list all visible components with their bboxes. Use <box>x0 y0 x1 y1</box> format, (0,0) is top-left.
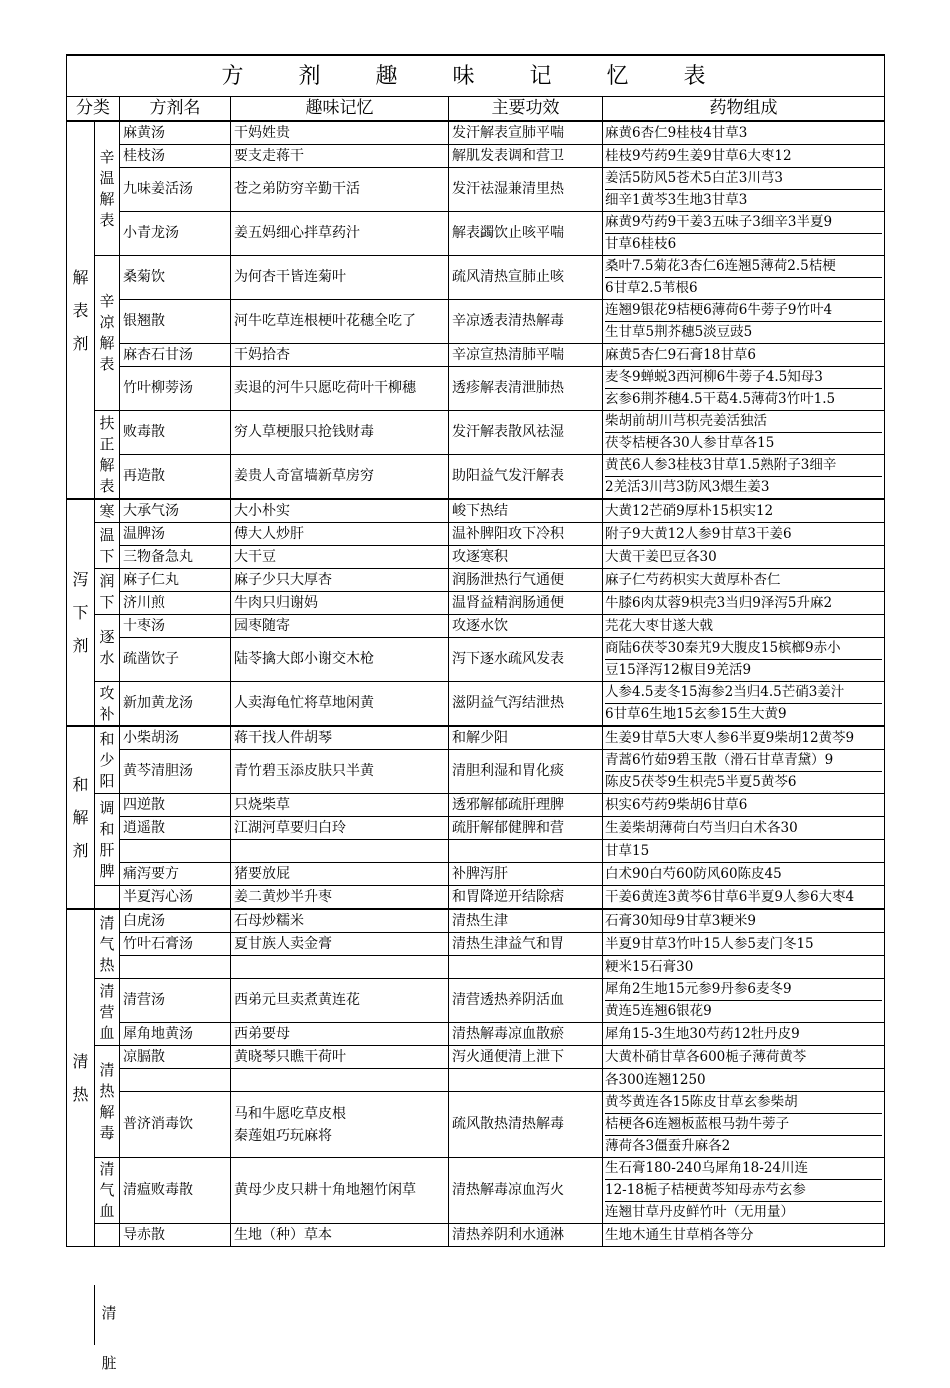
mnemonic: 麻子少只大厚杏 <box>231 569 449 592</box>
formula-name: 四逆散 <box>120 794 231 817</box>
mnemonic: 石母炒糯米 <box>231 909 449 933</box>
composition <box>603 1069 885 1092</box>
table-row <box>67 546 885 569</box>
composition-line: 芫花大枣甘遂大戟 <box>605 617 713 634</box>
formula-name: 凉膈散 <box>120 1046 231 1069</box>
formula-name: 小青龙汤 <box>120 212 231 256</box>
table-row <box>67 569 885 592</box>
composition-line: 桂枝9芍药9生姜9甘草6大枣12 <box>605 147 792 164</box>
table-row <box>67 145 885 168</box>
composition-line: 犀角15-3生地30芍药12牡丹皮9 <box>605 1025 800 1042</box>
composition <box>603 546 885 569</box>
category-label: 解 表 剂 <box>67 121 95 499</box>
formula-name <box>120 840 231 863</box>
formula-name: 麻黄汤 <box>120 121 231 145</box>
composition <box>603 569 885 592</box>
composition-line: 枳实6芍药9柴胡6甘草6 <box>605 796 748 813</box>
composition-line: 2羌活3川芎3防风3煨生姜3 <box>605 476 882 498</box>
mnemonic: 江湖河草要归白玲 <box>231 817 449 840</box>
header-mnemonic: 趣味记忆 <box>231 97 449 122</box>
composition <box>603 979 885 1023</box>
table-row <box>67 1158 885 1224</box>
composition-line: 犀角2生地15元参9丹参6麦冬9 <box>605 981 792 997</box>
composition <box>603 1158 885 1224</box>
main-effect: 清热解毒凉血散瘀 <box>449 1023 603 1046</box>
composition <box>603 750 885 794</box>
main-effect: 清热解毒凉血泻火 <box>449 1158 603 1224</box>
mnemonic: 生地（种）草本 <box>231 1224 449 1247</box>
formula-name: 十枣汤 <box>120 615 231 638</box>
table-row <box>67 367 885 411</box>
composition-line: 细辛1黄芩3生地3甘草3 <box>605 189 882 211</box>
composition <box>603 212 885 256</box>
composition-line: 黄芩黄连各15陈皮甘草玄参柴胡 <box>605 1094 798 1110</box>
subcategory-label: 和 少 阳 <box>95 726 120 794</box>
table-row <box>67 909 885 933</box>
composition-line: 6甘草6生地15玄参15生大黄9 <box>605 703 882 725</box>
composition-line: 麻子仁芍药枳实大黄厚朴杏仁 <box>605 571 781 588</box>
subcategory-label: 寒 <box>95 499 120 523</box>
composition <box>603 933 885 956</box>
mnemonic: 要支走蒋干 <box>231 145 449 168</box>
table-row <box>67 1023 885 1046</box>
subcategory-label <box>95 1224 120 1247</box>
formula-name: 痛泻要方 <box>120 863 231 886</box>
formula-name: 清瘟败毒散 <box>120 1158 231 1224</box>
composition <box>603 256 885 300</box>
main-effect <box>449 840 603 863</box>
subcategory-label: 清 气 血 <box>95 1158 120 1224</box>
mnemonic: 河牛吃草连根梗叶花穗全吃了 <box>231 300 449 344</box>
composition-line: 桑叶7.5菊花3杏仁6连翘5薄荷2.5桔梗 <box>605 258 836 274</box>
composition-line: 大黄12芒硝9厚朴15枳实12 <box>605 502 774 519</box>
table-row <box>67 344 885 367</box>
composition <box>603 726 885 750</box>
mnemonic: 只烧柴草 <box>231 794 449 817</box>
composition <box>603 1224 885 1247</box>
subcategory-label: 扶 正 解 表 <box>95 411 120 500</box>
formula-name: 大承气汤 <box>120 499 231 523</box>
composition <box>603 840 885 863</box>
subcategory-label: 逐 水 <box>95 615 120 682</box>
composition-line: 麦冬9蝉蜕3西河柳6牛蒡子4.5知母3 <box>605 369 823 385</box>
composition <box>603 168 885 212</box>
composition <box>603 121 885 145</box>
subcategory-label: 辛 凉 解 表 <box>95 256 120 411</box>
composition <box>603 411 885 455</box>
table-row <box>67 750 885 794</box>
table-row <box>67 411 885 455</box>
mnemonic: 园枣随寄 <box>231 615 449 638</box>
table-row <box>67 1092 885 1158</box>
formula-name: 白虎汤 <box>120 909 231 933</box>
header-category: 分类 <box>67 97 120 122</box>
formula-name: 犀角地黄汤 <box>120 1023 231 1046</box>
main-effect: 透邪解郁疏肝理脾 <box>449 794 603 817</box>
composition-line: 麻黄9芍药9干姜3五味子3细辛3半夏9 <box>605 214 833 230</box>
main-effect: 发汗解表散风祛湿 <box>449 411 603 455</box>
table-row <box>67 499 885 523</box>
tail-subcategory-label: 清 脏 <box>101 1304 117 1372</box>
composition-line: 黄连5连翘6银花9 <box>605 1000 882 1022</box>
formula-name: 济川煎 <box>120 592 231 615</box>
main-effect: 发汗解表宣肺平喘 <box>449 121 603 145</box>
composition-line: 黄芪6人参3桂枝3甘草1.5熟附子3细辛 <box>605 457 837 473</box>
subcategory-label: 辛 温 解 表 <box>95 121 120 256</box>
main-effect: 透疹解表清泄肺热 <box>449 367 603 411</box>
formula-name: 导赤散 <box>120 1224 231 1247</box>
table-row <box>67 956 885 979</box>
formula-name: 小柴胡汤 <box>120 726 231 750</box>
formula-name: 半夏泻心汤 <box>120 886 231 910</box>
table-row <box>67 168 885 212</box>
composition <box>603 682 885 727</box>
mnemonic: 姜贵人奇富墙新草房穷 <box>231 455 449 500</box>
category-label: 和 解 剂 <box>67 726 95 909</box>
subcategory-label: 润 下 <box>95 569 120 615</box>
formula-name: 麻子仁丸 <box>120 569 231 592</box>
composition-line: 干姜6黄连3黄芩6甘草6半夏9人参6大枣4 <box>605 888 855 905</box>
table-row <box>67 840 885 863</box>
mnemonic <box>231 840 449 863</box>
composition-line: 6甘草2.5苇根6 <box>605 277 882 299</box>
composition-line: 半夏9甘草3竹叶15人参5麦门冬15 <box>605 935 814 952</box>
composition-line: 石膏30知母9甘草3粳米9 <box>605 912 756 929</box>
formula-name: 三物备急丸 <box>120 546 231 569</box>
composition <box>603 523 885 546</box>
composition <box>603 817 885 840</box>
main-effect: 温肾益精润肠通便 <box>449 592 603 615</box>
mnemonic: 蒋干找人件胡琴 <box>231 726 449 750</box>
subcategory-label: 清 热 解 毒 <box>95 1046 120 1158</box>
composition-line: 附子9大黄12人参9甘草3干姜6 <box>605 525 792 542</box>
subcategory-label: 温 下 <box>95 523 120 569</box>
main-effect: 解肌发表调和营卫 <box>449 145 603 168</box>
formula-name <box>120 1069 231 1092</box>
header-formula-name: 方剂名 <box>120 97 231 122</box>
composition-line: 茯苓桔梗各30人参甘草各15 <box>605 432 882 454</box>
composition <box>603 592 885 615</box>
table-row <box>67 933 885 956</box>
formula-name: 清营汤 <box>120 979 231 1023</box>
main-effect: 助阳益气发汗解表 <box>449 455 603 500</box>
table-row <box>67 256 885 300</box>
composition <box>603 499 885 523</box>
mnemonic: 穷人草梗服只抢钱财毒 <box>231 411 449 455</box>
composition-line: 姜活5防风5苍术5白芷3川芎3 <box>605 170 783 186</box>
subcategory-label: 攻 补 <box>95 682 120 727</box>
subcategory-label <box>95 886 120 910</box>
mnemonic: 姜二黄炒半升枣 <box>231 886 449 910</box>
formula-name: 温脾汤 <box>120 523 231 546</box>
composition <box>603 863 885 886</box>
formula-name <box>120 956 231 979</box>
composition-line: 牛膝6肉苁蓉9枳壳3当归9泽泻5升麻2 <box>605 594 833 611</box>
mnemonic-line: 马和牛愿吃草皮根 <box>234 1105 346 1122</box>
main-effect: 解表蠲饮止咳平喘 <box>449 212 603 256</box>
table-row <box>67 979 885 1023</box>
formula-name: 逍遥散 <box>120 817 231 840</box>
formula-name: 疏凿饮子 <box>120 638 231 682</box>
composition-line: 豆15泽泻12椒目9羌活9 <box>605 659 882 681</box>
formula-name: 普济消毒饮 <box>120 1092 231 1158</box>
main-effect: 泻下逐水疏风发表 <box>449 638 603 682</box>
mnemonic: 人卖海龟忙将草地闲黄 <box>231 682 449 727</box>
table-row <box>67 726 885 750</box>
main-effect: 峻下热结 <box>449 499 603 523</box>
formula-name: 麻杏石甘汤 <box>120 344 231 367</box>
formula-name: 桂枝汤 <box>120 145 231 168</box>
composition-line: 麻黄5杏仁9石膏18甘草6 <box>605 346 756 363</box>
mnemonic <box>231 1092 449 1158</box>
main-effect <box>449 1069 603 1092</box>
main-effect: 和胃降逆开结除痞 <box>449 886 603 910</box>
composition-line: 生姜柴胡薄荷白芍当归白术各30 <box>605 819 798 836</box>
formula-name: 竹叶柳蒡汤 <box>120 367 231 411</box>
composition <box>603 455 885 500</box>
composition <box>603 344 885 367</box>
main-effect: 清热养阴利水通淋 <box>449 1224 603 1247</box>
main-effect: 发汗祛湿兼清里热 <box>449 168 603 212</box>
composition-line: 商陆6茯苓30秦艽9大腹皮15槟榔9赤小 <box>605 640 841 656</box>
formula-name: 竹叶石膏汤 <box>120 933 231 956</box>
formula-name: 九味姜活汤 <box>120 168 231 212</box>
composition-line: 生甘草5荆芥穗5淡豆豉5 <box>605 321 882 343</box>
formula-name: 再造散 <box>120 455 231 500</box>
composition-line: 桔梗各6连翘板蓝根马勃牛蒡子 <box>605 1113 882 1135</box>
composition <box>603 638 885 682</box>
composition-line: 各300连翘1250 <box>605 1071 706 1088</box>
table-row <box>67 886 885 910</box>
formula-name: 银翘散 <box>120 300 231 344</box>
main-effect: 润肠泄热行气通便 <box>449 569 603 592</box>
mnemonic: 陆苓擒大郎小谢交木枪 <box>231 638 449 682</box>
composition <box>603 1092 885 1158</box>
table-row <box>67 523 885 546</box>
composition-line: 大黄干姜巴豆各30 <box>605 548 717 565</box>
header-composition: 药物组成 <box>603 97 885 122</box>
table-row <box>67 455 885 500</box>
formula-name: 新加黄龙汤 <box>120 682 231 727</box>
composition-line: 生地木通生甘草梢各等分 <box>605 1226 754 1243</box>
category-label: 泻 下 剂 <box>67 499 95 726</box>
composition <box>603 1046 885 1069</box>
composition-line: 柴胡前胡川芎枳壳姜活独活 <box>605 413 767 429</box>
mnemonic: 干妈姓贵 <box>231 121 449 145</box>
table-row <box>67 817 885 840</box>
mnemonic: 青竹碧玉添皮肤只半黄 <box>231 750 449 794</box>
composition-line: 生姜9甘草5大枣人参6半夏9柴胡12黄芩9 <box>605 729 855 746</box>
main-effect: 清热生津 <box>449 909 603 933</box>
mnemonic: 卖退的河牛只愿吃荷叶干柳穗 <box>231 367 449 411</box>
composition-line: 大黄朴硝甘草各600栀子薄荷黄芩 <box>605 1048 807 1065</box>
composition-line: 青蒿6竹茹9碧玉散（滑石甘草青黛）9 <box>605 752 834 768</box>
subcategory-label: 调 和 肝 脾 <box>95 794 120 886</box>
mnemonic: 夏甘族人卖金膏 <box>231 933 449 956</box>
table-row <box>67 121 885 145</box>
composition-line: 麻黄6杏仁9桂枝4甘草3 <box>605 124 748 141</box>
composition-line: 薄荷各3僵蚕升麻各2 <box>605 1135 882 1157</box>
composition <box>603 794 885 817</box>
mnemonic: 傅大人炒肝 <box>231 523 449 546</box>
category-label: 清 热 <box>67 909 95 1247</box>
table-row <box>67 638 885 682</box>
composition <box>603 956 885 979</box>
composition-line: 连翘9银花9桔梗6薄荷6牛蒡子9竹叶4 <box>605 302 833 318</box>
main-effect: 泻火通便清上泄下 <box>449 1046 603 1069</box>
composition-line: 玄参6荆芥穗4.5干葛4.5薄荷3竹叶1.5 <box>605 388 882 410</box>
main-effect: 补脾泻肝 <box>449 863 603 886</box>
main-effect: 温补脾阳攻下冷积 <box>449 523 603 546</box>
mnemonic: 西弟元旦卖煮黄连花 <box>231 979 449 1023</box>
tail-border <box>94 1285 95 1345</box>
composition-line: 陈皮5茯苓9生枳壳5半夏5黄芩6 <box>605 771 882 793</box>
composition <box>603 1023 885 1046</box>
composition <box>603 909 885 933</box>
composition <box>603 615 885 638</box>
table-row <box>67 615 885 638</box>
main-effect: 清热生津益气和胃 <box>449 933 603 956</box>
table-row <box>67 1046 885 1069</box>
table-row <box>67 592 885 615</box>
main-effect: 攻逐寒积 <box>449 546 603 569</box>
main-effect: 清胆利湿和胃化痰 <box>449 750 603 794</box>
mnemonic: 牛肉只归谢妈 <box>231 592 449 615</box>
mnemonic: 苍之弟防穷辛勤干活 <box>231 168 449 212</box>
formula-name: 黄芩清胆汤 <box>120 750 231 794</box>
table-row <box>67 682 885 727</box>
main-effect: 滋阴益气泻结泄热 <box>449 682 603 727</box>
mnemonic: 干妈拾杏 <box>231 344 449 367</box>
main-effect: 攻逐水饮 <box>449 615 603 638</box>
header-effect: 主要功效 <box>449 97 603 122</box>
composition-line: 生石膏180-240乌犀角18-24川连 <box>605 1160 809 1176</box>
composition-line: 粳米15石膏30 <box>605 958 694 975</box>
composition-line: 连翘甘草丹皮鲜竹叶（无用量） <box>605 1201 882 1223</box>
composition <box>603 367 885 411</box>
table-row <box>67 1069 885 1092</box>
composition <box>603 886 885 910</box>
main-effect: 疏风散热清热解毒 <box>449 1092 603 1158</box>
composition-line: 甘草15 <box>605 842 650 859</box>
mnemonic: 西弟要母 <box>231 1023 449 1046</box>
main-effect: 辛凉宣热清肺平喘 <box>449 344 603 367</box>
composition-line: 甘草6桂枝6 <box>605 233 882 255</box>
main-effect: 辛凉透表清热解毒 <box>449 300 603 344</box>
mnemonic <box>231 956 449 979</box>
composition <box>603 300 885 344</box>
table-row <box>67 212 885 256</box>
mnemonic: 黄母少皮只耕十角地翘竹闲草 <box>231 1158 449 1224</box>
composition-line: 白术90白芍60防风60陈皮45 <box>605 865 782 882</box>
mnemonic: 姜五妈细心拌草药汁 <box>231 212 449 256</box>
main-effect <box>449 956 603 979</box>
mnemonic <box>231 1069 449 1092</box>
table-row <box>67 794 885 817</box>
main-effect: 清营透热养阴活血 <box>449 979 603 1023</box>
main-effect: 疏风清热宣肺止咳 <box>449 256 603 300</box>
mnemonic-line: 秦莲姐巧玩麻将 <box>234 1127 332 1144</box>
mnemonic: 黄晓琴只瞧干荷叶 <box>231 1046 449 1069</box>
mnemonic: 大干豆 <box>231 546 449 569</box>
mnemonic: 猪要放屁 <box>231 863 449 886</box>
mnemonic: 大小朴实 <box>231 499 449 523</box>
mnemonic: 为何杏干皆连菊叶 <box>231 256 449 300</box>
composition <box>603 145 885 168</box>
page-title: 方 剂 趣 味 记 忆 表 <box>67 55 885 97</box>
memory-table <box>66 54 884 1247</box>
formula-name: 败毒散 <box>120 411 231 455</box>
table-row <box>67 863 885 886</box>
table-row <box>67 300 885 344</box>
table-row <box>67 1224 885 1247</box>
main-effect: 疏肝解郁健脾和营 <box>449 817 603 840</box>
main-effect: 和解少阳 <box>449 726 603 750</box>
formula-name: 桑菊饮 <box>120 256 231 300</box>
subcategory-label: 清 营 血 <box>95 979 120 1046</box>
composition-line: 人参4.5麦冬15海参2当归4.5芒硝3姜汁 <box>605 684 845 700</box>
header-row <box>67 97 885 122</box>
subcategory-label: 清 气 热 <box>95 909 120 979</box>
composition-line: 12-18栀子桔梗黄芩知母赤芍玄参 <box>605 1179 882 1201</box>
